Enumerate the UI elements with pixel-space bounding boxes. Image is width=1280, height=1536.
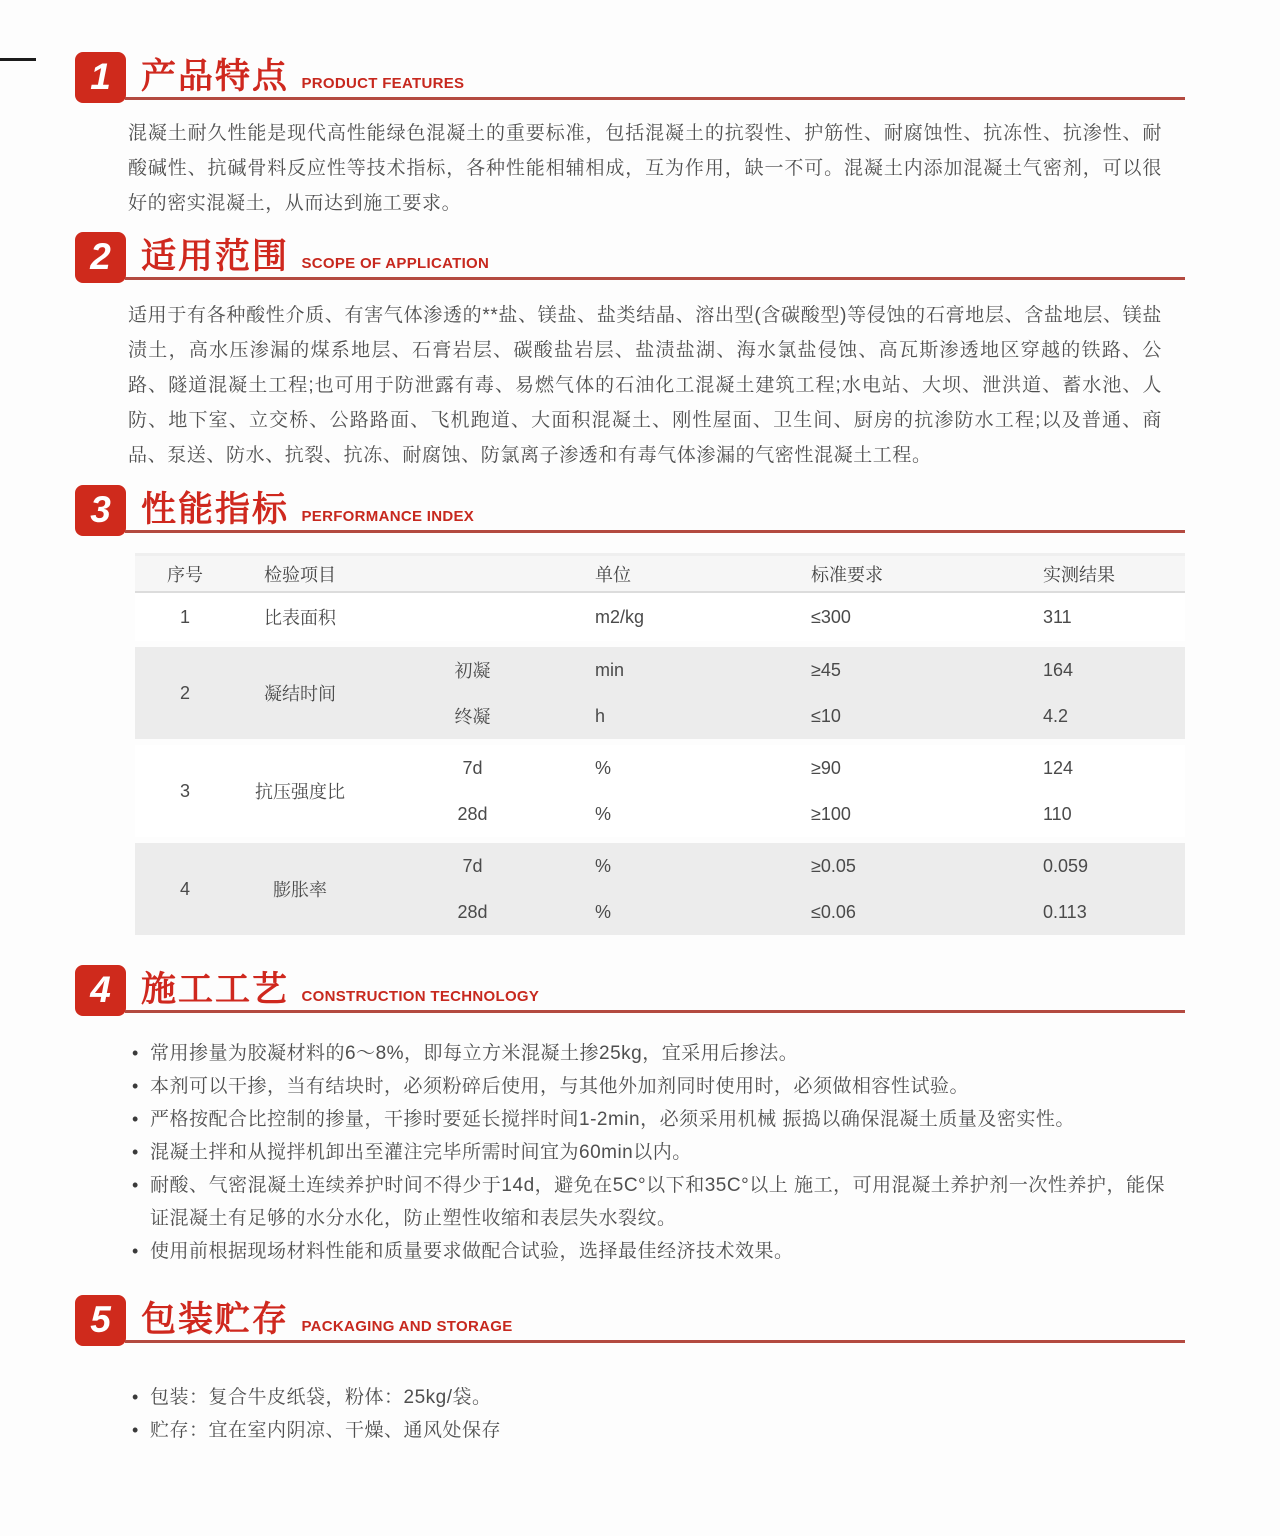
cell-standard: ≤0.06 [811, 901, 856, 922]
cell-result: 124 [1043, 757, 1074, 778]
table-subrow [365, 889, 1185, 935]
cell-subitem: 初凝 [454, 661, 491, 681]
cell-standard: ≥90 [811, 757, 841, 778]
cell-standard: ≥0.05 [811, 855, 856, 876]
section-1-title: 产品特点 [141, 57, 290, 96]
bullet-item: • 混凝土拌和从搅拌机卸出至灌注完毕所需时间宜为60min以内。 [130, 1136, 1165, 1169]
cell-seq: 1 [179, 606, 190, 627]
cell-seq: 4 [179, 878, 190, 899]
cell-subitem: 7d [462, 855, 483, 876]
cell-unit: % [595, 855, 612, 876]
section-number: 4 [90, 969, 111, 1010]
cell-unit: % [595, 757, 612, 778]
section-4-subtitle: CONSTRUCTION TECHNOLOGY [301, 988, 540, 1005]
table-row [135, 647, 1185, 739]
bullet-item: • 使用前根据现场材料性能和质量要求做配合试验，选择最佳经济技术效果。 [130, 1235, 1165, 1268]
scan-artifact-line [0, 58, 36, 61]
cell-result: 164 [1043, 659, 1074, 680]
section-3-subtitle: PERFORMANCE INDEX [301, 508, 475, 525]
cell-unit: h [595, 705, 606, 726]
section-1-number-badge [75, 52, 126, 103]
section-3-header [75, 485, 1185, 541]
packaging-bullet-list [130, 1381, 1165, 1447]
cell-item: 比表面积 [264, 608, 336, 628]
cell-item: 抗压强度比 [255, 782, 345, 802]
section-3-title: 性能指标 [141, 490, 290, 529]
table-subrow [365, 843, 1185, 889]
table-subrow [365, 791, 1185, 837]
cell-standard: ≥100 [811, 803, 851, 824]
section-2-subtitle: SCOPE OF APPLICATION [301, 255, 490, 272]
section-2-title: 适用范围 [141, 237, 290, 276]
cell-item: 膨胀率 [273, 880, 327, 900]
section-1-header [75, 52, 1185, 108]
section-4-number-badge [75, 965, 126, 1016]
cell-subitem: 终凝 [454, 707, 491, 727]
section-4-title: 施工工艺 [141, 970, 290, 1009]
section-number: 2 [90, 236, 111, 277]
table-row [135, 593, 1185, 641]
cell-result: 0.113 [1043, 901, 1087, 922]
cell-result: 4.2 [1043, 705, 1069, 726]
bullet-item: • 耐酸、气密混凝土连续养护时间不得少于14d，避免在5C°以下和35C°以上 施工，可用混凝土养护剂一次性养护，能保证混凝土有足够的水分水化，防止塑性收缩和表层失水裂纹。 [130, 1169, 1165, 1235]
col-header-standard: 标准要求 [811, 564, 883, 585]
cell-standard: ≥45 [811, 659, 841, 680]
cell-standard: ≤300 [811, 606, 851, 627]
section-5-header [75, 1295, 1185, 1351]
cell-subitem: 28d [457, 901, 488, 922]
cell-result: 0.059 [1043, 855, 1089, 876]
table-subrow [365, 693, 1185, 739]
cell-subitem: 28d [457, 803, 488, 824]
table-subrow [365, 647, 1185, 693]
table-row [135, 745, 1185, 837]
bullet-item: • 贮存：宜在室内阴凉、干燥、通风处保存 [130, 1414, 1165, 1447]
performance-index-table [135, 553, 1185, 935]
bullet-item: • 严格按配合比控制的掺量，干掺时要延长搅拌时间1-2min，必须采用机械 振捣以确保混凝土质量及密实性。 [130, 1103, 1165, 1136]
table-row [135, 843, 1185, 935]
section-3-number-badge [75, 485, 126, 536]
cell-standard: ≤10 [811, 705, 841, 726]
section-1-body: 混凝土耐久性能是现代高性能绿色混凝土的重要标准，包括混凝土的抗裂性、护筋性、耐腐蚀性、抗冻性、抗渗性、耐酸碱性、抗碱骨料反应性等技术指标，各种性能相辅相成，互为作用，缺一不可。混凝土内添加混凝土气密剂，可以很好的密实混凝土，从而达到施工要求。 [128, 123, 1162, 214]
table-header-row [135, 553, 1185, 593]
section-1-subtitle: PRODUCT FEATURES [301, 75, 465, 92]
bullet-item: • 包装：复合牛皮纸袋，粉体：25kg/袋。 [130, 1381, 1165, 1414]
col-header-unit: 单位 [595, 564, 631, 585]
section-5-number-badge [75, 1295, 126, 1346]
cell-seq: 2 [179, 682, 190, 703]
section-number: 3 [90, 489, 111, 530]
section-2-body: 适用于有各种酸性介质、有害气体渗透的**盐、镁盐、盐类结晶、溶出型(含碳酸型)等侵蚀的石膏地层、含盐地层、镁盐渍土，高水压渗漏的煤系地层、石膏岩层、碳酸盐岩层、盐渍盐湖、海水氯盐侵蚀、高瓦斯渗透地区穿越的铁路、公路、隧道混凝土工程;也可用于防泄露有毒、易燃气体的石油化工混凝土建筑工程;水电站、大坝、泄洪道、蓄水池、人防、地下室、立交桥、公路路面、飞机跑道、大面积混凝土、刚性屋面、卫生间、厨房的抗渗防水工程;以及普通、商品、泵送、防水、抗裂、抗冻、耐腐蚀、防氯离子渗透和有毒气体渗漏的气密性混凝土工程。 [128, 305, 1162, 466]
cell-subitem: 7d [462, 757, 483, 778]
col-header-result: 实测结果 [1043, 564, 1115, 585]
section-number: 1 [90, 56, 111, 97]
section-5-title: 包装贮存 [141, 1300, 290, 1339]
section-number: 5 [90, 1299, 111, 1340]
section-2-header [75, 232, 1185, 288]
cell-unit: m2/kg [595, 606, 645, 627]
cell-unit: % [595, 901, 612, 922]
construction-bullet-list [130, 1037, 1165, 1268]
cell-result: 110 [1043, 803, 1072, 824]
col-header-seq: 序号 [167, 564, 203, 585]
col-header-item: 检验项目 [264, 564, 336, 585]
cell-item: 凝结时间 [264, 684, 336, 704]
table-subrow [365, 745, 1185, 791]
section-5-subtitle: PACKAGING AND STORAGE [301, 1318, 513, 1335]
section-2-number-badge [75, 232, 126, 283]
cell-result: 311 [1043, 606, 1072, 627]
cell-unit: % [595, 803, 612, 824]
bullet-item: • 常用掺量为胶凝材料的6～8%，即每立方米混凝土掺25kg，宜采用后掺法。 [130, 1037, 1165, 1070]
cell-seq: 3 [179, 780, 190, 801]
bullet-item: • 本剂可以干掺，当有结块时，必须粉碎后使用，与其他外加剂同时使用时，必须做相容性试验。 [130, 1070, 1165, 1103]
section-4-header [75, 965, 1185, 1021]
cell-unit: min [595, 659, 625, 680]
